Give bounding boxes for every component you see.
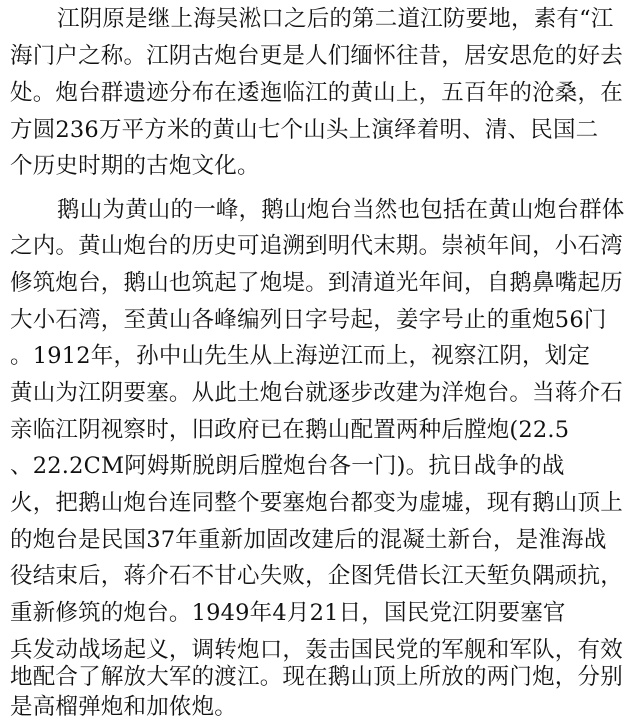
paragraph-2-line-6: 黄山为江阴要塞。从此土炮台就逐步改建为洋炮台。当蒋介石 (10, 380, 623, 406)
paragraph-1-line-1: 江阴原是继上海吴淞口之后的第二道江防要地，素有“江 (57, 6, 614, 32)
paragraph-2-line-10: 的炮台是民国37年重新加固改建后的混凝土新台，是淮海战 (10, 527, 607, 553)
paragraph-2-line-15: 是高榴弹炮和加侬炮。 (10, 694, 238, 720)
paragraph-2-line-7: 亲临江阴视察时，旧政府已在鹅山配置两种后膛炮(22.5 (10, 417, 570, 443)
paragraph-2-line-11: 役结束后，蒋介石不甘心失败，企图凭借长江天堑负隅顽抗， (10, 563, 623, 589)
paragraph-2-line-13: 兵发动战场起义，调转炮口，轰击国民党的军舰和军队，有效 (10, 637, 623, 663)
paragraph-2-line-9: 火，把鹅山炮台连同整个要塞炮台都变为虚墟，现有鹅山顶上 (10, 490, 623, 516)
paragraph-1-line-3: 处。炮台群遗迹分布在逶迤临江的黄山上，五百年的沧桑，在 (10, 80, 623, 106)
paragraph-2-line-3: 修筑炮台，鹅山也筑起了炮堤。到清道光年间，自鹅鼻嘴起历 (10, 270, 623, 296)
paragraph-2-line-2: 之内。黄山炮台的历史可追溯到明代末期。崇祯年间，小石湾 (10, 233, 623, 259)
paragraph-1-line-2: 海门户之称。江阴古炮台更是人们缅怀往昔，居安思危的好去 (10, 43, 623, 69)
paragraph-2-line-4: 大小石湾，至黄山各峰编列日字号起，姜字号止的重炮56门 (10, 307, 607, 333)
paragraph-2-line-5: 。1912年，孙中山先生从上海逆江而上，视察江阴，划定 (10, 343, 591, 369)
paragraph-2-line-12: 重新修筑的炮台。1949年4月21日，国民党江阴要塞官 (10, 600, 566, 626)
paragraph-2-line-8: 、22.2CM阿姆斯脱朗后膛炮台各一门)。抗日战争的战 (10, 453, 565, 479)
paragraph-1-line-5: 个历史时期的古炮文化。 (10, 153, 260, 179)
paragraph-2-line-1: 鹅山为黄山的一峰，鹅山炮台当然也包括在黄山炮台群体 (57, 197, 625, 223)
paragraph-2-line-14: 地配合了解放大军的渡江。现在鹅山顶上所放的两门炮，分别 (10, 664, 623, 690)
paragraph-1-line-4: 方圆236万平方米的黄山七个山头上演绎着明、清、民国二 (10, 117, 599, 143)
